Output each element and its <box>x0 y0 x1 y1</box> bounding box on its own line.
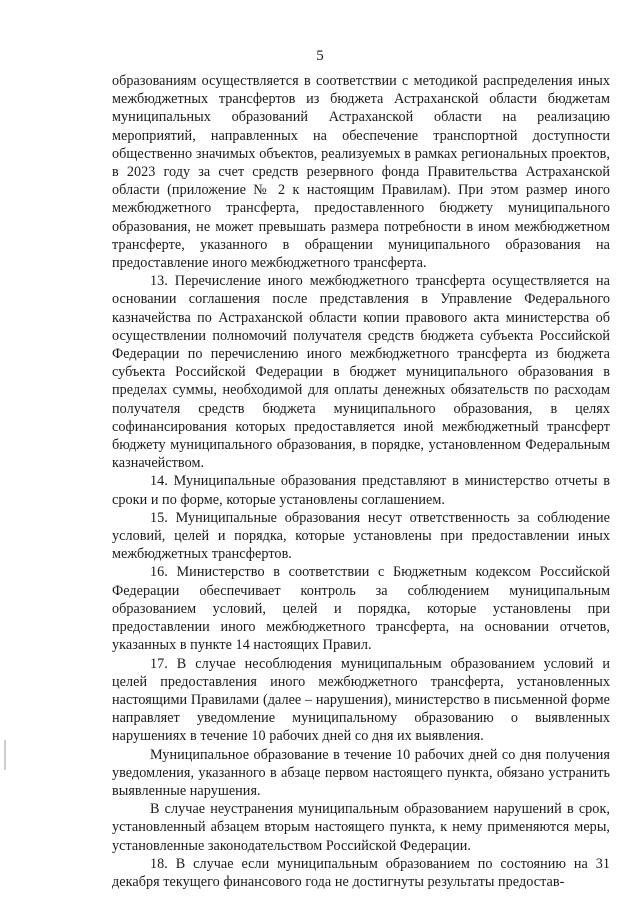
paragraph-13: 13. Перечисление иного межбюджетного трансферта осуществляется на основании соглашения после представления в Управление Федерального казначейства по Астраханской области копии правового акта министерства об осуществлении полномочий получателя средств бюджета субъекта Российской Федерации по перечислению иного межбюджетного трансферта из бюджета субъекта Российской Федерации в бюджет муниципального образования в пределах суммы, необходимой для оплаты денежных обязательств по расходам получателя средств бюджета муниципального образования, в целях софинансирования которых предоставляется иной межбюджетный трансферт бюджету муниципального образования, в порядке, установленном Федеральным казначейством. <box>112 273 610 472</box>
paragraph-continuation: образованиям осуществляется в соответствии с методикой распределения иных межбюджетных трансфертов из бюджета Астраханской области бюджетам муниципальных образований Астраханской области на реализацию мероприятий, направленных на обеспечение транспортной доступности общественно значимых объектов, реализуемых в рамках региональных проектов, в 2023 году за счет средств резервного фонда Правительства Астраханской области (приложение № 2 к настоящим Правилам). При этом размер иного межбюджетного трансферта, предоставленного бюджету муниципального образования, не может превышать размера потребности в ином межбюджетном трансферте, указанного в обращении муниципального образования на предоставление иного межбюджетного трансферта. <box>112 73 610 272</box>
paragraph-18: 18. В случае если муниципальным образованием по состоянию на 31 декабря текущего финансового года не достигнуты результаты предостав- <box>112 855 610 890</box>
scan-edge-mark <box>4 740 6 770</box>
page-number: 5 <box>316 48 324 64</box>
document-body <box>112 72 610 891</box>
paragraph-17-second: Муниципальное образование в течение 10 рабочих дней со дня получения уведомления, указанного в абзаце первом настоящего пункта, обязано устранить выявленные нарушения. <box>112 746 610 799</box>
paragraph-16: 16. Министерство в соответствии с Бюджетным кодексом Российской Федерации обеспечивает контроль за соблюдением муниципальным образованием условий, целей и порядка, которые установлены при предоставлении иного межбюджетного трансферта, на основании отчетов, указанных в пункте 14 настоящих Правил. <box>112 564 610 654</box>
paragraph-17-third: В случае неустранения муниципальным образованием нарушений в срок, установленный абзацем вторым настоящего пункта, к нему применяются меры, установленные законодательством Российской Федерации. <box>112 801 610 854</box>
paragraph-15: 15. Муниципальные образования несут ответственность за соблюдение условий, целей и порядка, которые установлены при предоставлении иных межбюджетных трансфертов. <box>112 509 610 563</box>
paragraph-14: 14. Муниципальные образования представляют в министерство отчеты в сроки и по форме, которые установлены соглашением. <box>112 473 610 508</box>
paragraph-17: 17. В случае несоблюдения муниципальным образованием условий и целей предоставления иного межбюджетного трансферта, установленных настоящими Правилами (далее – нарушения), министерство в письменной форме направляет уведомление муниципальному образованию о выявленных нарушениях в течение 10 рабочих дней со дня их выявления. <box>112 655 610 745</box>
